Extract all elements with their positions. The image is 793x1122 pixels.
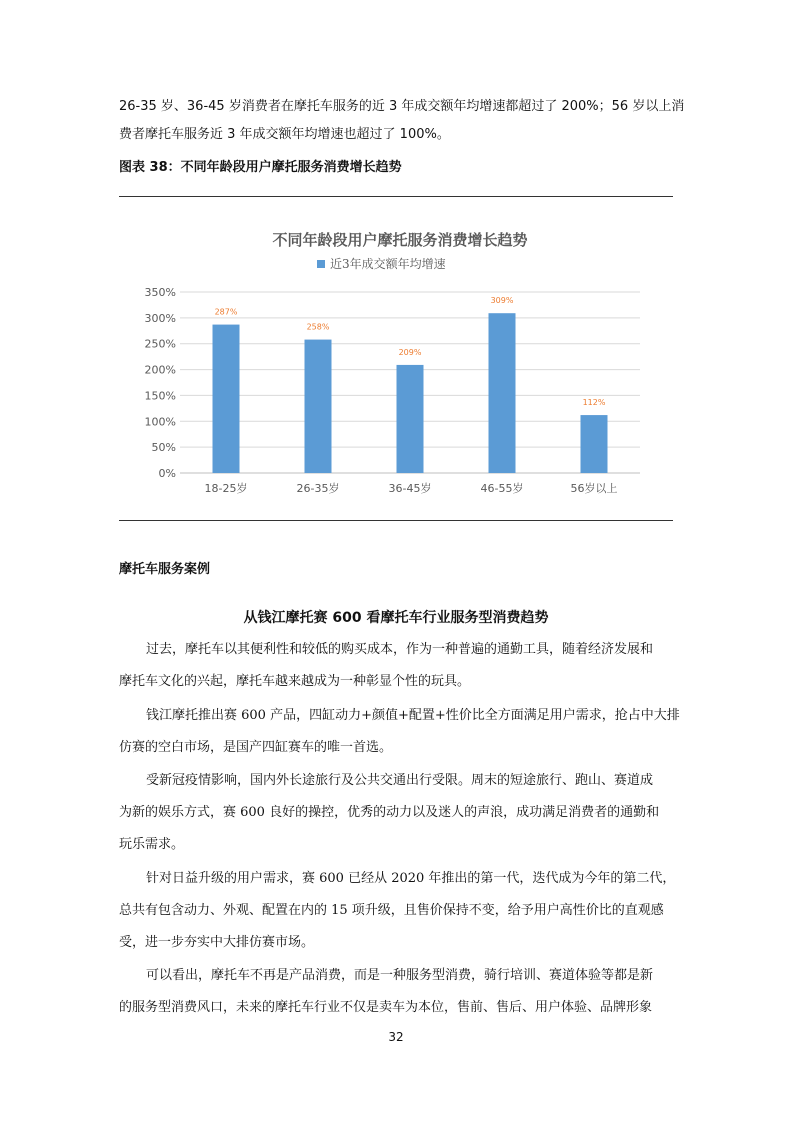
- article-line: 受新冠疫情影响，国内外长途旅行及公共交通出行受限。周末的短途旅行、跑山、赛道成: [146, 773, 654, 788]
- y-tick-label: 300%: [144, 311, 176, 325]
- bar: [581, 415, 608, 473]
- article-line: 针对日益升级的用户需求，赛 600 已经从 2020 年推出的第一代，迭代成为今年的第二代，: [146, 871, 676, 886]
- x-tick-label: 46-55岁: [480, 482, 524, 495]
- y-tick-label: 50%: [151, 441, 176, 455]
- x-tick-label: 36-45岁: [388, 482, 432, 495]
- article-line: 过去，摩托车以其便利性和较低的购买成本，作为一种普遍的通勤工具，随着经济发展和: [146, 642, 654, 657]
- data-label: 258%: [306, 322, 330, 332]
- figure-bottom-rule: [119, 520, 673, 521]
- data-label: 209%: [398, 347, 422, 357]
- y-tick-label: 250%: [144, 337, 176, 351]
- article-line: 的服务型消费风口，未来的摩托车行业不仅是卖车为本位，售前、售后、用户体验、品牌形象: [119, 1000, 653, 1015]
- article-line: 受，进一步夯实中大排仿赛市场。: [119, 935, 315, 950]
- article-line: 摩托车文化的兴起，摩托车越来越成为一种彰显个性的玩具。: [119, 674, 471, 689]
- article-line: 玩乐需求。: [119, 837, 185, 852]
- y-tick-label: 350%: [144, 286, 176, 299]
- data-label: 309%: [490, 296, 514, 306]
- section-heading: 摩托车服务案例: [119, 562, 211, 577]
- y-tick-label: 0%: [158, 467, 176, 480]
- figure-top-rule: [119, 196, 673, 197]
- data-label: 287%: [214, 307, 238, 317]
- article-title: 从钱江摩托赛 600 看摩托车行业服务型消费趋势: [243, 610, 549, 626]
- x-tick-label: 26-35岁: [296, 482, 340, 495]
- article-line: 为新的娱乐方式，赛 600 良好的操控，优秀的动力以及迷人的声浪，成功满足消费者的通勤和: [119, 805, 660, 820]
- article-line: 仿赛的空白市场，是国产四缸赛车的唯一首选。: [119, 740, 393, 755]
- y-tick-label: 150%: [144, 389, 176, 403]
- bar-chart: [120, 200, 680, 520]
- page-number: 32: [388, 1030, 404, 1044]
- legend-swatch: [317, 260, 325, 268]
- legend-label: 近3年成交额年均增速: [330, 257, 446, 271]
- bar: [397, 365, 424, 473]
- intro-line: 26-35 岁、36-45 岁消费者在摩托车服务的近 3 年成交额年均增速都超过了 200%；56 岁以上消: [119, 99, 685, 114]
- data-label: 112%: [582, 398, 606, 408]
- article-line: 总共有包含动力、外观、配置在内的 15 项升级，且售价保持不变，给予用户高性价比的直观感: [119, 903, 664, 918]
- y-tick-label: 200%: [144, 363, 176, 377]
- x-tick-label: 56岁以上: [570, 482, 618, 495]
- bar: [213, 325, 240, 473]
- figure-caption: 图表 38：不同年龄段用户摩托服务消费增长趋势: [119, 160, 402, 175]
- y-tick-label: 100%: [144, 415, 176, 429]
- intro-line: 费者摩托车服务近 3 年成交额年均增速也超过了 100%。: [119, 127, 450, 142]
- bar: [489, 313, 516, 473]
- article-line: 钱江摩托推出赛 600 产品，四缸动力+颜值+配置+性价比全方面满足用户需求，抢占中大排: [146, 708, 680, 723]
- chart-title: 不同年龄段用户摩托服务消费增长趋势: [272, 231, 528, 249]
- bar: [305, 340, 332, 473]
- article-line: 可以看出，摩托车不再是产品消费，而是一种服务型消费，骑行培训、赛道体验等都是新: [146, 968, 654, 983]
- x-tick-label: 18-25岁: [204, 482, 248, 495]
